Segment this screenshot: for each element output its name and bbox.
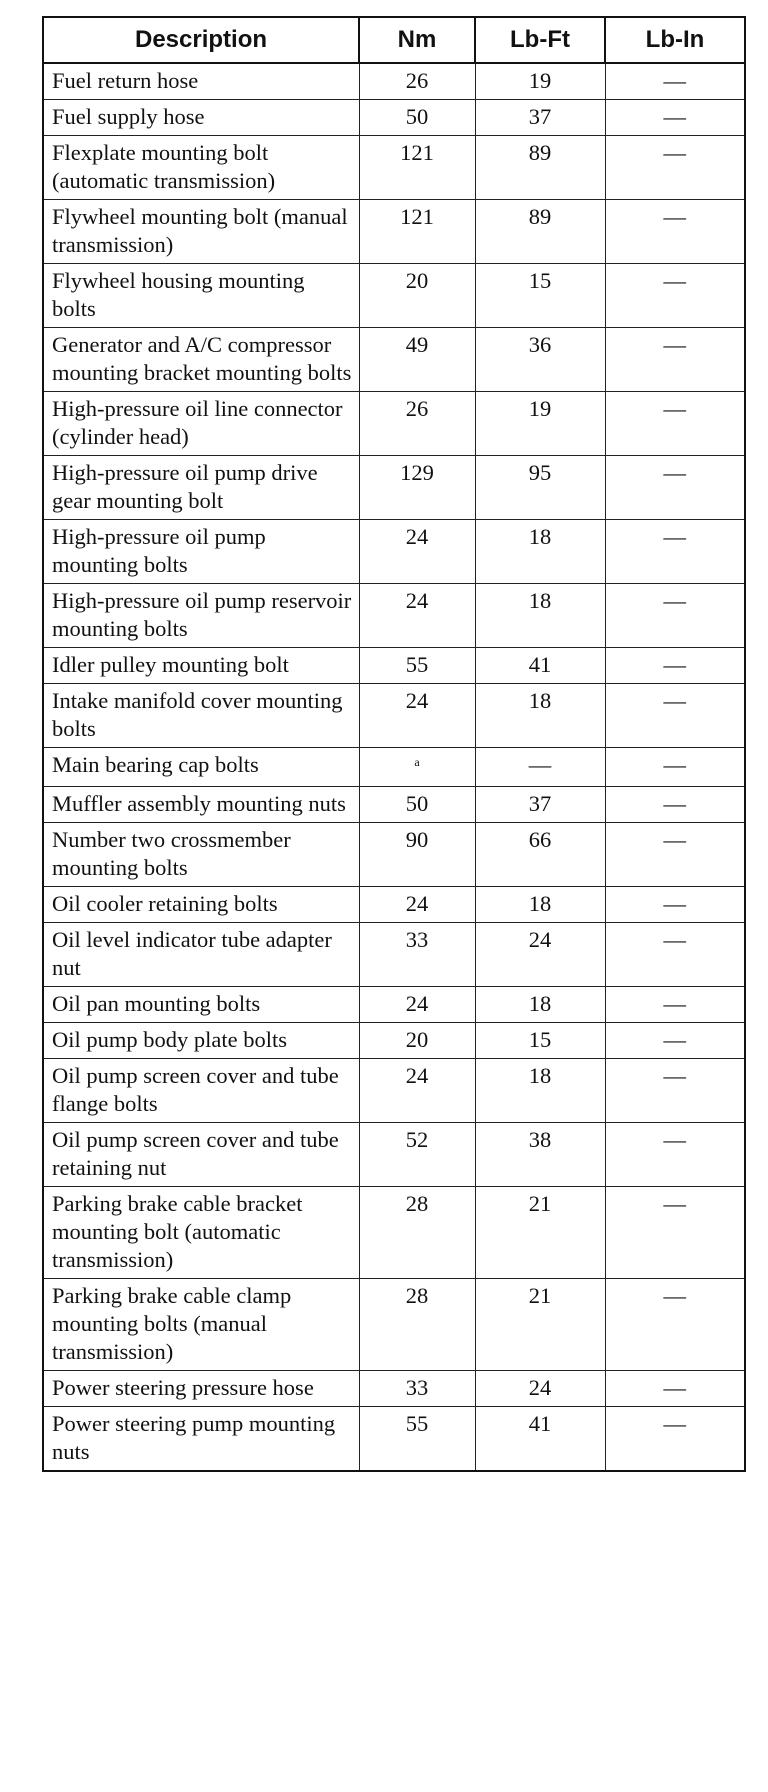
cell-description: Intake manifold cover mounting bolts [43, 684, 359, 748]
cell-lbft: 18 [475, 520, 605, 584]
cell-lbft: 21 [475, 1187, 605, 1279]
cell-lbft: 18 [475, 684, 605, 748]
cell-nm: 28 [359, 1187, 475, 1279]
cell-nm: 24 [359, 584, 475, 648]
cell-nm: 121 [359, 200, 475, 264]
cell-lbin: — [605, 200, 745, 264]
cell-lbin: — [605, 1023, 745, 1059]
cell-nm: 24 [359, 684, 475, 748]
cell-description: Oil pump screen cover and tube retaining nut [43, 1123, 359, 1187]
table-row [43, 1407, 745, 1472]
cell-description: Oil pan mounting bolts [43, 987, 359, 1023]
table-row [43, 923, 745, 987]
cell-lbin: — [605, 264, 745, 328]
table-row [43, 584, 745, 648]
cell-nm: 129 [359, 456, 475, 520]
cell-description: Generator and A/C compressor mounting bracket mounting bolts [43, 328, 359, 392]
table-row [43, 887, 745, 923]
table-row [43, 520, 745, 584]
header-lbft: Lb-Ft [475, 17, 605, 63]
table-row [43, 1023, 745, 1059]
cell-lbft: 18 [475, 887, 605, 923]
cell-lbft: 37 [475, 100, 605, 136]
cell-lbft: 41 [475, 1407, 605, 1472]
cell-nm: 49 [359, 328, 475, 392]
table-row [43, 200, 745, 264]
cell-lbft: 24 [475, 1371, 605, 1407]
cell-nm: 26 [359, 63, 475, 100]
table-row [43, 1187, 745, 1279]
cell-description: High-pressure oil pump drive gear mounting bolt [43, 456, 359, 520]
cell-lbin: — [605, 823, 745, 887]
header-nm: Nm [359, 17, 475, 63]
footnote-marker: a [414, 755, 420, 769]
cell-lbft: 89 [475, 200, 605, 264]
cell-lbin: — [605, 648, 745, 684]
table-row [43, 684, 745, 748]
cell-lbin: — [605, 923, 745, 987]
table-row [43, 1279, 745, 1371]
cell-lbin: — [605, 328, 745, 392]
cell-description: Power steering pump mounting nuts [43, 1407, 359, 1472]
cell-lbin: — [605, 63, 745, 100]
cell-nm: 33 [359, 923, 475, 987]
cell-description: Fuel supply hose [43, 100, 359, 136]
table-row [43, 1123, 745, 1187]
table-row [43, 1371, 745, 1407]
table-row [43, 100, 745, 136]
cell-lbft: 19 [475, 392, 605, 456]
table-row [43, 328, 745, 392]
cell-description: Number two crossmember mounting bolts [43, 823, 359, 887]
cell-nm: 24 [359, 520, 475, 584]
cell-lbft: 21 [475, 1279, 605, 1371]
cell-nm: 90 [359, 823, 475, 887]
cell-lbft: 37 [475, 787, 605, 823]
cell-lbft: 95 [475, 456, 605, 520]
cell-lbin: — [605, 584, 745, 648]
cell-description: Fuel return hose [43, 63, 359, 100]
cell-lbin: — [605, 520, 745, 584]
header-row [43, 17, 745, 63]
cell-description: Idler pulley mounting bolt [43, 648, 359, 684]
cell-lbft: 15 [475, 1023, 605, 1059]
cell-lbft: 66 [475, 823, 605, 887]
cell-description: Flywheel mounting bolt (manual transmission) [43, 200, 359, 264]
cell-nm: 55 [359, 648, 475, 684]
cell-description: Flexplate mounting bolt (automatic transmission) [43, 136, 359, 200]
table-row [43, 136, 745, 200]
cell-lbin: — [605, 748, 745, 787]
cell-lbin: — [605, 787, 745, 823]
cell-description: Oil pump body plate bolts [43, 1023, 359, 1059]
cell-description: Oil level indicator tube adapter nut [43, 923, 359, 987]
cell-lbin: — [605, 684, 745, 748]
cell-lbft: — [475, 748, 605, 787]
cell-lbft: 41 [475, 648, 605, 684]
cell-nm: 24 [359, 887, 475, 923]
cell-lbin: — [605, 392, 745, 456]
cell-description: Oil cooler retaining bolts [43, 887, 359, 923]
table-row [43, 392, 745, 456]
table-body [43, 63, 745, 1471]
table-row [43, 987, 745, 1023]
cell-description: Power steering pressure hose [43, 1371, 359, 1407]
cell-description: Parking brake cable bracket mounting bolt (automatic transmission) [43, 1187, 359, 1279]
cell-lbft: 18 [475, 987, 605, 1023]
cell-lbft: 89 [475, 136, 605, 200]
cell-description: High-pressure oil pump mounting bolts [43, 520, 359, 584]
cell-description: High-pressure oil line connector (cylinder head) [43, 392, 359, 456]
torque-spec-table [42, 16, 746, 1472]
cell-lbft: 15 [475, 264, 605, 328]
cell-lbin: — [605, 1371, 745, 1407]
torque-spec-sheet [42, 16, 744, 1472]
cell-lbft: 18 [475, 1059, 605, 1123]
cell-nm: 50 [359, 100, 475, 136]
header-description: Description [43, 17, 359, 63]
cell-lbft: 38 [475, 1123, 605, 1187]
header-lbin: Lb-In [605, 17, 745, 63]
cell-nm [359, 748, 475, 787]
cell-description: High-pressure oil pump reservoir mounting bolts [43, 584, 359, 648]
table-row [43, 264, 745, 328]
cell-nm: 24 [359, 1059, 475, 1123]
cell-lbin: — [605, 1059, 745, 1123]
cell-nm: 55 [359, 1407, 475, 1472]
cell-nm: 26 [359, 392, 475, 456]
table-row [43, 748, 745, 787]
cell-nm: 33 [359, 1371, 475, 1407]
table-row [43, 823, 745, 887]
cell-nm: 24 [359, 987, 475, 1023]
cell-nm: 28 [359, 1279, 475, 1371]
cell-lbft: 36 [475, 328, 605, 392]
cell-nm: 20 [359, 1023, 475, 1059]
cell-lbin: — [605, 987, 745, 1023]
table-row [43, 456, 745, 520]
cell-lbin: — [605, 136, 745, 200]
cell-lbft: 24 [475, 923, 605, 987]
table-row [43, 63, 745, 100]
cell-lbin: — [605, 100, 745, 136]
cell-description: Parking brake cable clamp mounting bolts (manual transmission) [43, 1279, 359, 1371]
table-row [43, 1059, 745, 1123]
cell-lbin: — [605, 1187, 745, 1279]
cell-lbin: — [605, 456, 745, 520]
cell-lbin: — [605, 1407, 745, 1472]
cell-description: Muffler assembly mounting nuts [43, 787, 359, 823]
cell-description: Oil pump screen cover and tube flange bolts [43, 1059, 359, 1123]
table-row [43, 787, 745, 823]
cell-lbin: — [605, 1279, 745, 1371]
cell-lbin: — [605, 1123, 745, 1187]
cell-lbin: — [605, 887, 745, 923]
cell-nm: 20 [359, 264, 475, 328]
cell-nm: 52 [359, 1123, 475, 1187]
cell-description: Flywheel housing mounting bolts [43, 264, 359, 328]
cell-nm: 50 [359, 787, 475, 823]
cell-nm: 121 [359, 136, 475, 200]
table-row [43, 648, 745, 684]
cell-lbft: 19 [475, 63, 605, 100]
cell-description: Main bearing cap bolts [43, 748, 359, 787]
cell-lbft: 18 [475, 584, 605, 648]
